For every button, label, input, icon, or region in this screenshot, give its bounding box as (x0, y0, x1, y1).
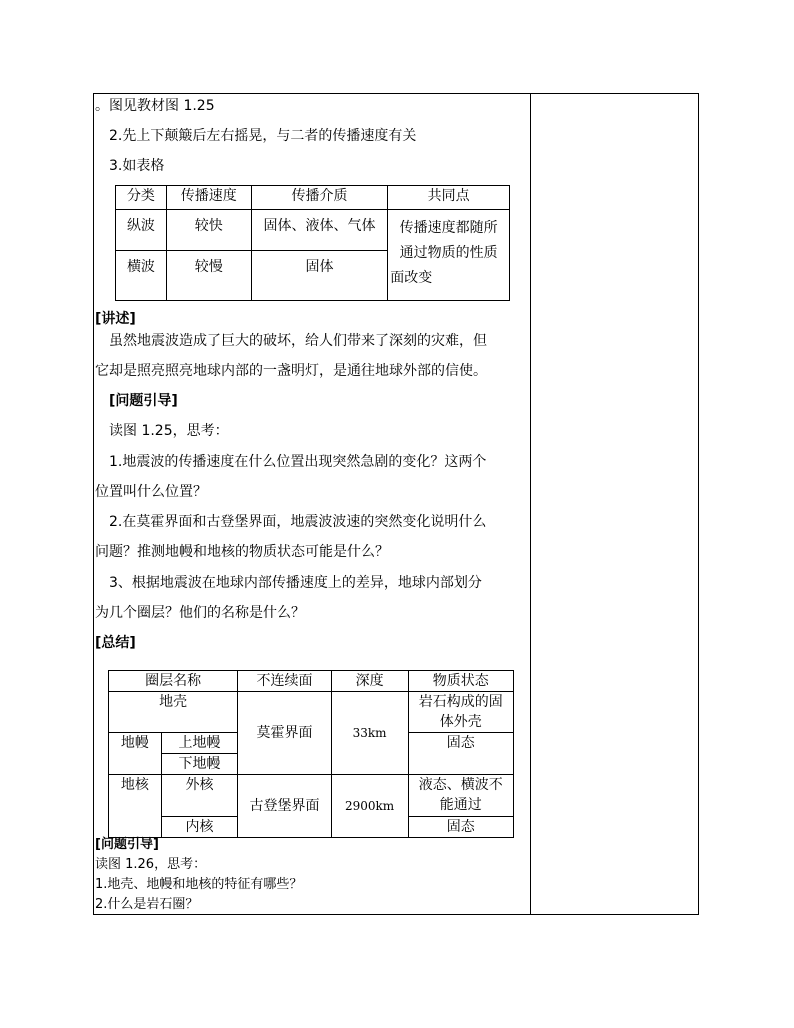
inner-core-state: 固态 (408, 817, 514, 838)
text-line: 2.先上下颠簸后左右摇晃，与二者的传播速度有关 (109, 128, 417, 144)
outer-core: 外核 (161, 775, 238, 817)
section-label: [讲述] (95, 311, 136, 327)
table-header: 共同点 (388, 186, 510, 210)
table-cell: 纵波 (116, 210, 167, 251)
text-line: 位置叫什么位置？ (95, 484, 207, 500)
lower-mantle: 下地幔 (161, 754, 238, 775)
section-label: [总结] (95, 635, 136, 651)
upper-mantle: 上地幔 (161, 733, 238, 754)
text-line: 问题？推测地幔和地核的物质状态可能是什么？ (95, 544, 389, 560)
table-header: 圈层名称 (109, 671, 238, 692)
state-line: 能通过 (439, 797, 482, 813)
depth-moho: 33km (331, 692, 408, 775)
text-line: 2.什么是岩石圈？ (95, 897, 199, 912)
layer-crust: 地壳 (109, 692, 238, 733)
table-header: 不连续面 (238, 671, 331, 692)
text-line: 它却是照亮照亮地球内部的一盏明灯，是通往地球外部的信使。 (95, 363, 487, 379)
layer-mantle: 地幔 (109, 733, 162, 775)
wave-table (115, 185, 510, 301)
common-line: 面改变 (390, 270, 433, 286)
table-header: 物质状态 (408, 671, 514, 692)
table-cell: 固体 (251, 251, 388, 301)
state-line: 岩石构成的固 (418, 694, 503, 710)
common-line: 传播速度都随所 (399, 220, 498, 236)
section-label: [问题引导] (95, 837, 159, 852)
inner-core: 内核 (161, 817, 238, 838)
common-point-cell (388, 210, 510, 301)
text-line: 3、根据地震波在地球内部传播速度上的差异，地球内部划分 (109, 575, 482, 591)
text-line: 读图 1.25，思考： (109, 423, 229, 439)
table-header: 深度 (331, 671, 408, 692)
state-line: 体外壳 (439, 714, 482, 730)
table-cell: 横波 (116, 251, 167, 301)
table-cell: 较慢 (166, 251, 251, 301)
layer-core: 地核 (109, 775, 162, 838)
text-line: 1.地壳、地幔和地核的特征有哪些？ (95, 877, 303, 892)
earth-layer-table (108, 670, 514, 838)
table-header: 分类 (116, 186, 167, 210)
common-line: 通过物质的性质 (399, 245, 498, 261)
text-line: 虽然地震波造成了巨大的破坏，给人们带来了深刻的灾难，但 (109, 333, 487, 349)
table-cell: 固体、液体、气体 (251, 210, 388, 251)
text-line: 3.如表格 (109, 158, 165, 174)
table-header: 传播速度 (166, 186, 251, 210)
text-line: 1.地震波的传播速度在什么位置出现突然急剧的变化？这两个 (109, 454, 487, 470)
state-line: 液态、横波不 (418, 777, 503, 793)
gutenberg-boundary: 古登堡界面 (238, 775, 331, 838)
column-divider (530, 94, 531, 914)
depth-gutenberg: 2900km (331, 775, 408, 838)
moho-boundary: 莫霍界面 (238, 692, 331, 775)
text-line: 读图 1.26，思考： (95, 857, 207, 872)
text-line: 。图见教材图 1.25 (95, 98, 215, 114)
outer-core-state (408, 775, 514, 817)
text-line: 为几个圈层？他们的名称是什么？ (95, 605, 305, 621)
table-header: 传播介质 (251, 186, 388, 210)
table-cell: 较快 (166, 210, 251, 251)
text-line: 2.在莫霍界面和古登堡界面，地震波波速的突然变化说明什么 (109, 514, 487, 530)
crust-state (408, 692, 514, 733)
mantle-state: 固态 (408, 733, 514, 775)
section-label: [问题引导] (109, 393, 178, 409)
